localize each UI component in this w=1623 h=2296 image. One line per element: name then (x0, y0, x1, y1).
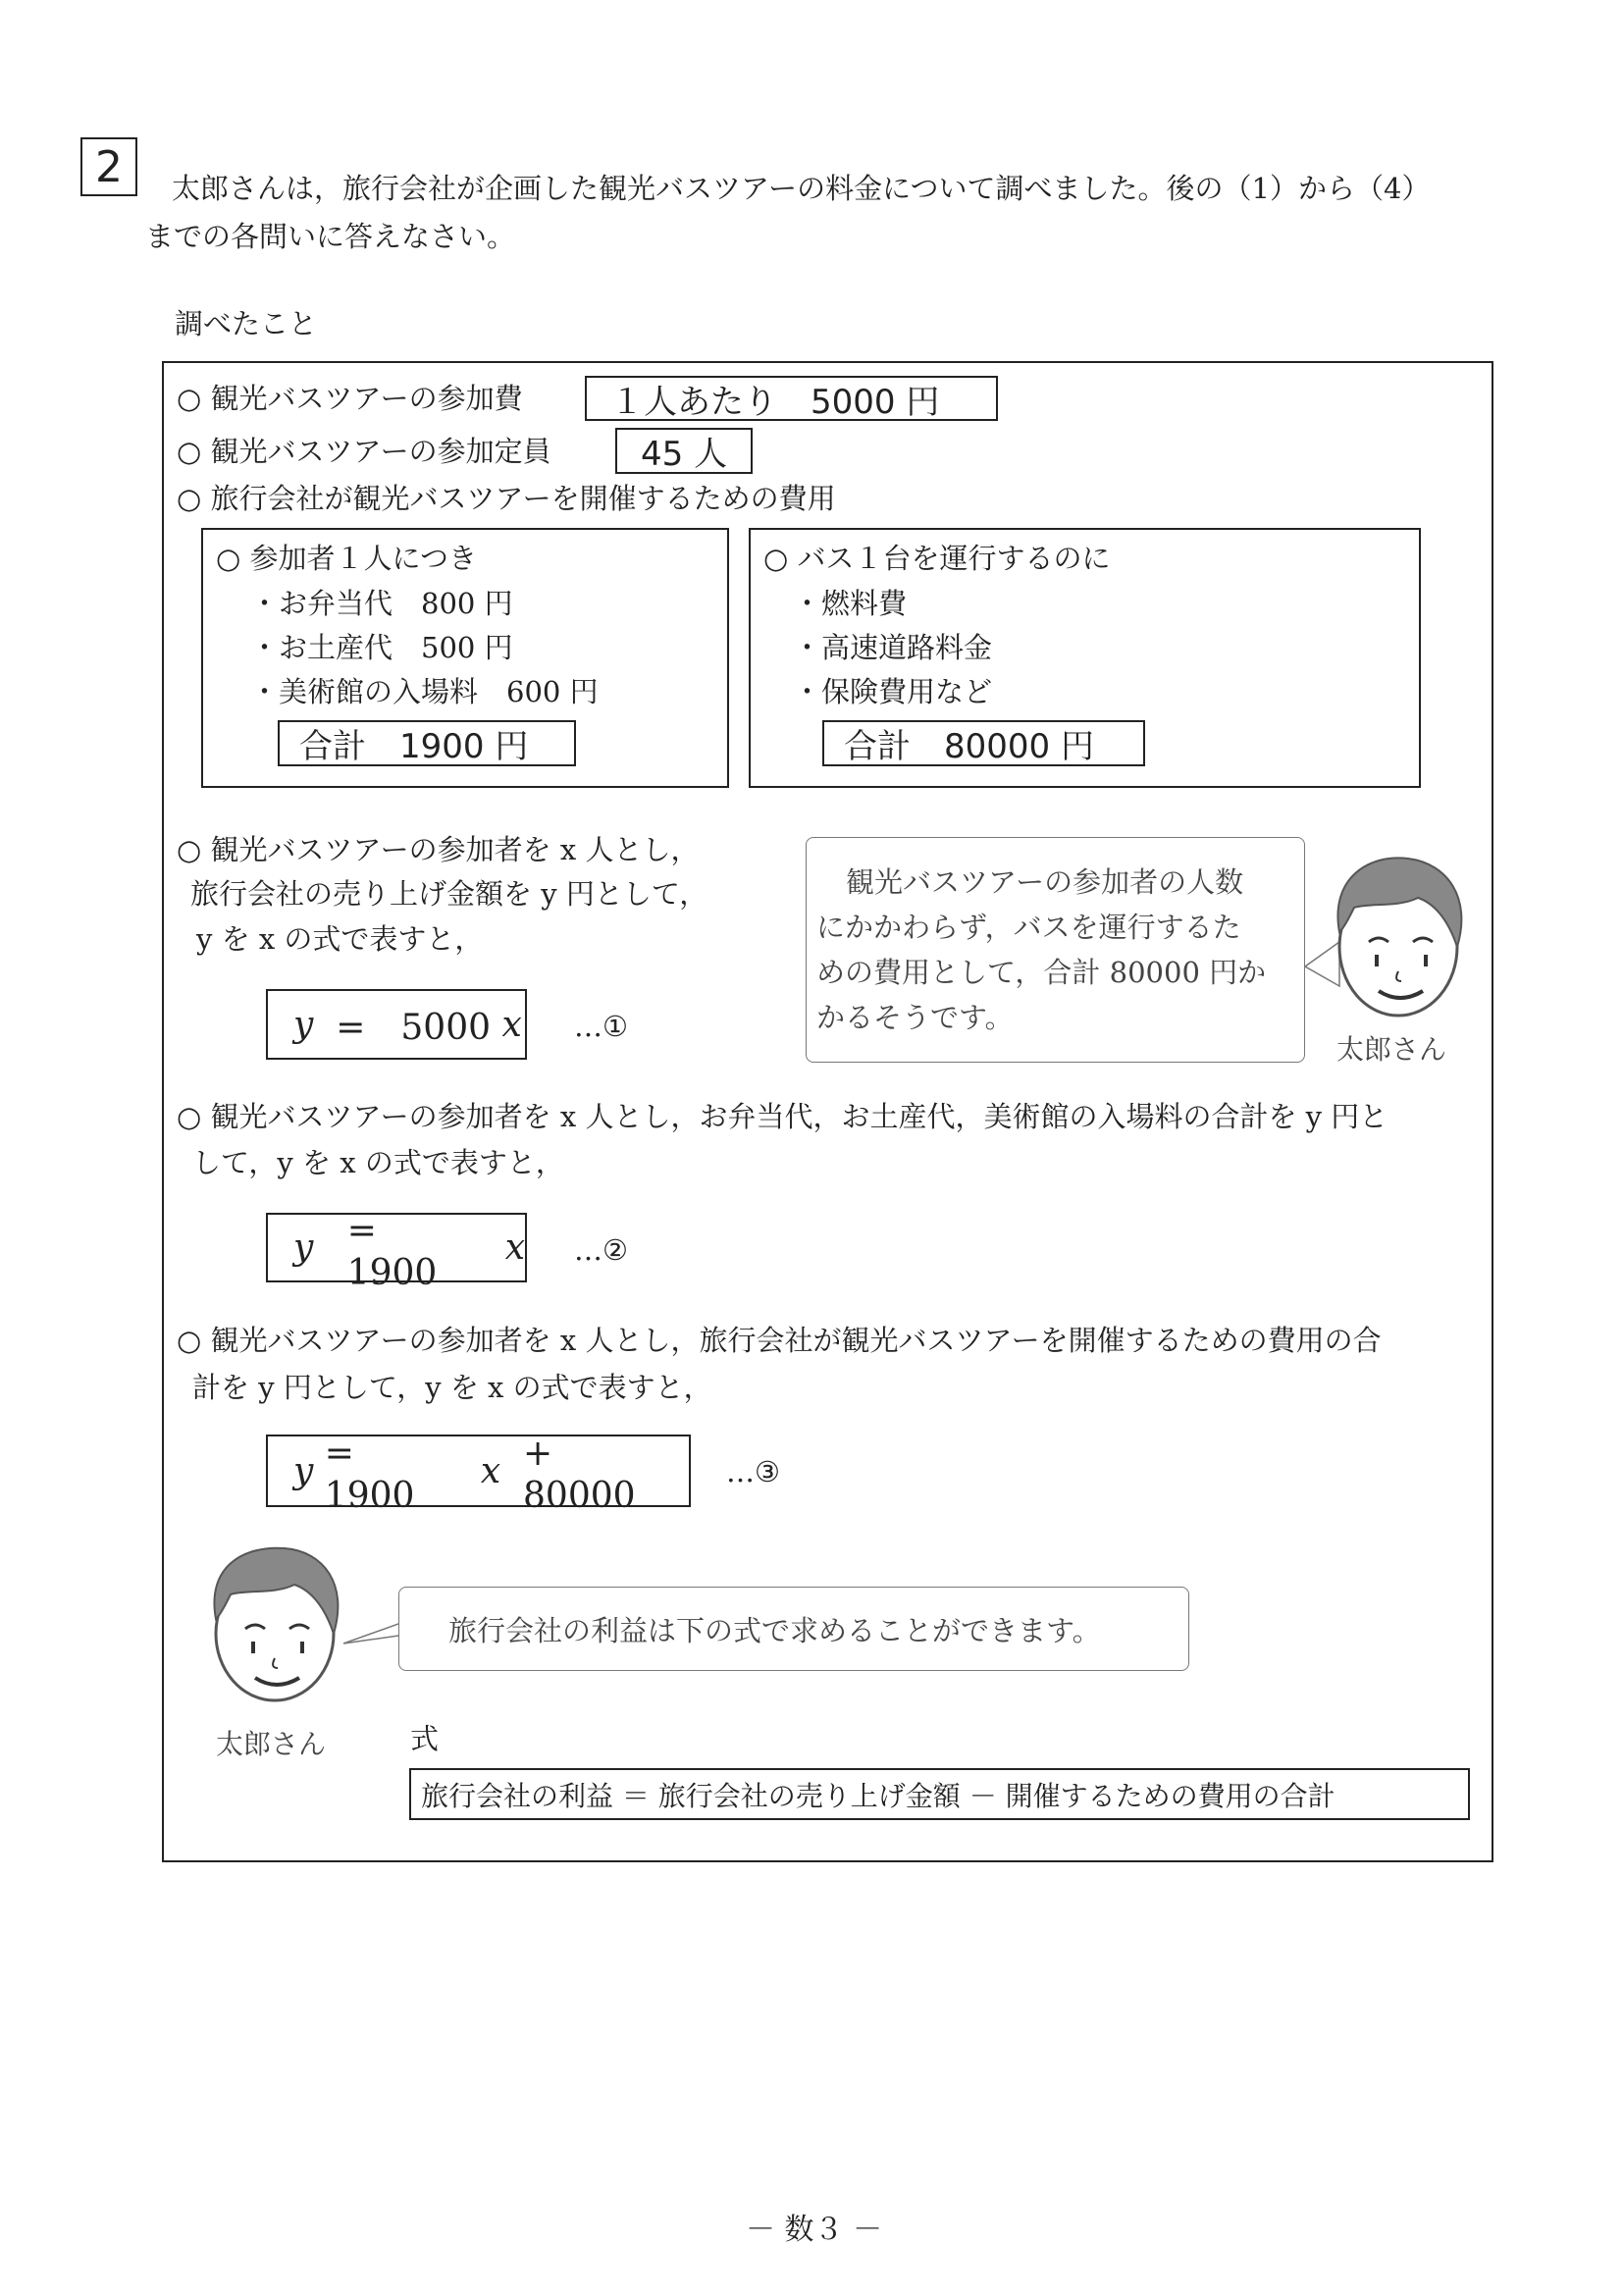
var-x: x (501, 1004, 522, 1045)
equation-3 (266, 1434, 691, 1516)
boy-avatar-icon (1300, 849, 1487, 1030)
eq1-line3: y を x の式で表すと， (196, 922, 484, 956)
per-person-item: ・美術館の入場料 600 円 (250, 675, 599, 708)
var-x: x (504, 1227, 525, 1268)
speech-bubble-2: 旅行会社の利益は下の式で求めることができます。 (398, 1587, 1189, 1671)
profit-formula: 旅行会社の利益 ＝ 旅行会社の売り上げ金額 － 開催するための費用の合計 (409, 1768, 1470, 1820)
speaker-label-1: 太郎さん (1336, 1033, 1447, 1066)
eq3-line1: ○ 観光バスツアーの参加者を x 人とし，旅行会社が観光バスツアーを開催するための費用の合 (177, 1324, 1382, 1357)
var-y: y (293, 1450, 314, 1491)
eq3-line2: 計を y 円として，y を x の式で表すと， (192, 1371, 712, 1404)
var-y: y (293, 1004, 314, 1045)
fee-value: １人あたり 5000 円 (585, 376, 998, 421)
bubble1-line: めの費用として，合計 80000 円か (816, 956, 1267, 989)
eq2-line2: して，y を x の式で表すと， (192, 1146, 564, 1179)
page-footer: － 数３ － (746, 2213, 883, 2247)
capacity-value: 45 人 (615, 428, 753, 474)
eq-body: = 5000 (336, 1007, 492, 1048)
fee-label: ○ 観光バスツアーの参加費 (177, 382, 523, 415)
eq1-marker: …① (574, 1010, 628, 1043)
intro-line-1: 太郎さんは，旅行会社が企画した観光バスツアーの料金について調べました。後の（1）から（4） (172, 172, 1431, 205)
equation-2 (266, 1210, 527, 1293)
bubble1-line: かるそうです。 (816, 1001, 1014, 1034)
eq-tail: + 80000 (523, 1434, 636, 1516)
section-title: 調べたこと (175, 307, 318, 340)
per-bus-title: ○ バス１台を運行するのに (763, 542, 1111, 575)
per-person-item: ・お弁当代 800 円 (250, 587, 513, 620)
per-bus-item: ・燃料費 (793, 587, 908, 620)
per-bus-item: ・保険費用など (793, 675, 993, 708)
eq-body: = 1900 (324, 1434, 415, 1516)
eq1-line2: 旅行会社の売り上げ金額を y 円として， (190, 877, 708, 911)
bubble1-line: 観光バスツアーの参加者の人数 (846, 865, 1244, 899)
intro-line-2: までの各問いに答えなさい。 (145, 220, 516, 253)
eq-body: = 1900 (346, 1210, 438, 1293)
eq2-marker: …② (574, 1233, 628, 1267)
per-bus-total: 合計 80000 円 (822, 720, 1145, 766)
per-bus-item: ・高速道路料金 (793, 631, 993, 664)
formula-label: 式 (410, 1722, 440, 1755)
equation-1 (266, 989, 527, 1060)
eq2-line1: ○ 観光バスツアーの参加者を x 人とし，お弁当代，お土産代，美術館の入場料の合計を y 円と (177, 1100, 1388, 1133)
question-number: 2 (80, 137, 137, 196)
boy-avatar-icon (196, 1545, 412, 1712)
per-person-item: ・お土産代 500 円 (250, 631, 513, 664)
eq3-marker: …③ (726, 1455, 780, 1488)
speech-bubble-1 (806, 837, 1305, 1063)
per-person-total: 合計 1900 円 (278, 720, 576, 766)
bubble1-line: にかかわらず，バスを運行するた (816, 911, 1241, 944)
capacity-label: ○ 観光バスツアーの参加定員 (177, 435, 551, 468)
var-y: y (293, 1227, 314, 1268)
eq1-line1: ○ 観光バスツアーの参加者を x 人とし， (177, 833, 700, 866)
var-x: x (480, 1450, 501, 1491)
speaker-label-2: 太郎さん (216, 1728, 327, 1760)
per-person-title: ○ 参加者１人につき (216, 542, 477, 575)
cost-label: ○ 旅行会社が観光バスツアーを開催するための費用 (177, 482, 836, 515)
